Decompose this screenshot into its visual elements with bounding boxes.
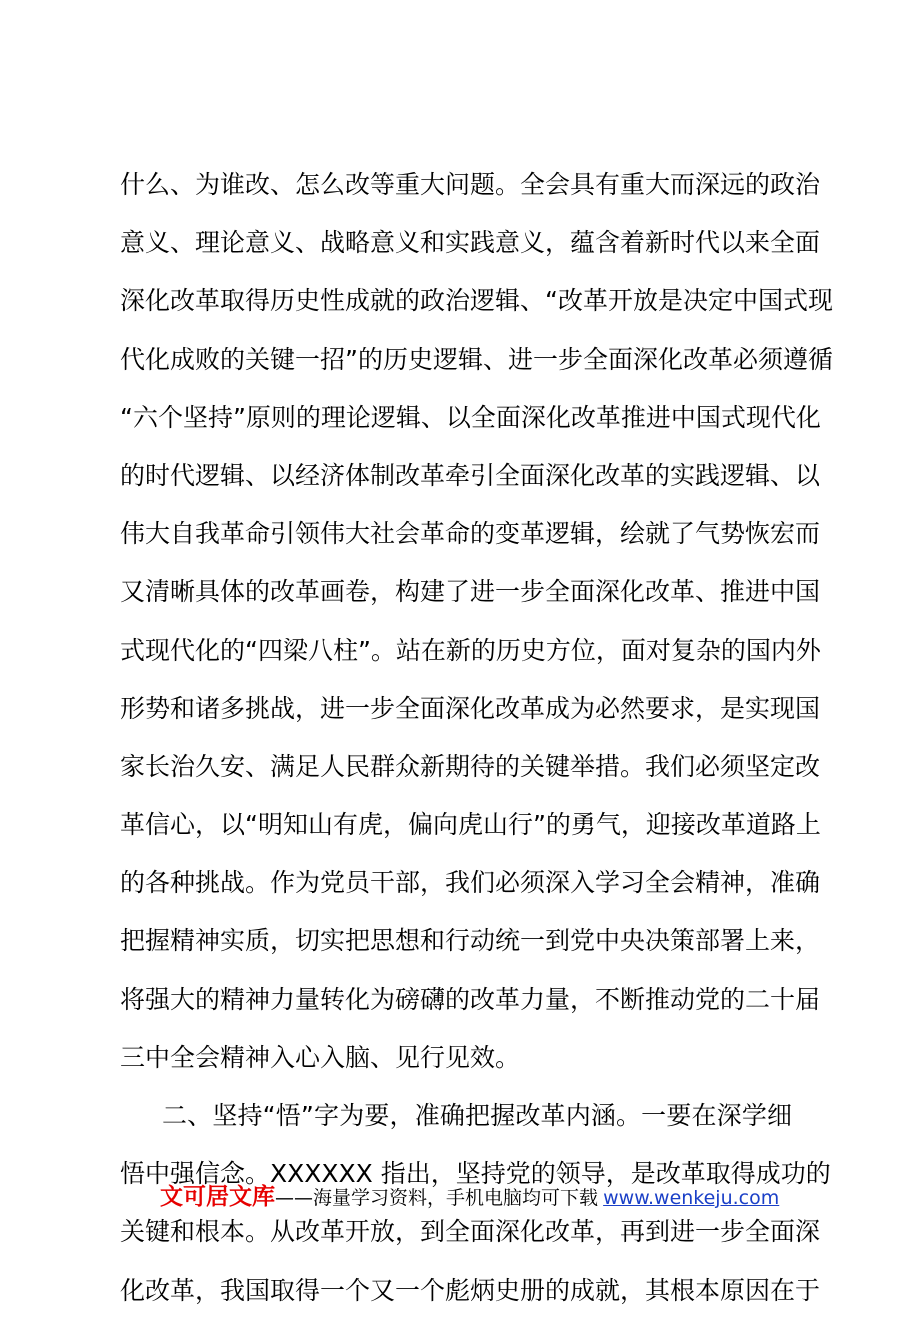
text-line: 又清晰具体的改革画卷，构建了进一步全面深化改革、推进中国 [120,577,821,607]
footer-slogan: ——海量学习资料，手机电脑均可下载 [275,1187,599,1209]
footer-brand: 文可居文库 [160,1184,275,1210]
text-line: 将强大的精神力量转化为磅礴的改革力量，不断推动党的二十届 [120,984,821,1014]
text-line: 的各种挑战。作为党员干部，我们必须深入学习全会精神，准确 [120,868,821,898]
document-body [120,160,833,1324]
text-line: 关键和根本。从改革开放，到全面深化改革，再到进一步全面深 [120,1217,821,1247]
text-line: “六个坚持”原则的理论逻辑、以全面深化改革推进中国式现代化 [120,402,821,432]
footer-banner [160,1180,780,1214]
text-line: 三中全会精神入心入脑、见行见效。 [120,1042,521,1072]
text-line: 意义、理论意义、战略意义和实践意义，蕴含着新时代以来全面 [120,228,821,258]
text-line: 式现代化的“四梁八柱”。站在新的历史方位，面对复杂的国内外 [120,635,821,665]
text-line: 把握精神实质，切实把思想和行动统一到党中央决策部署上来， [120,926,821,956]
paragraph-1 [120,160,833,1091]
text-line: 代化成败的关键一招”的历史逻辑、进一步全面深化改革必须遵循 [120,344,833,374]
text-line: 悟中强信念。XXXXXX 指出，坚持党的领导，是改革取得成功的 [120,1159,831,1189]
footer-url-link[interactable]: www.wenkeju.com [603,1187,780,1209]
text-line: 家长治久安、满足人民群众新期待的关键举措。我们必须坚定改 [120,751,821,781]
text-line: 什么、为谁改、怎么改等重大问题。全会具有重大而深远的政治 [120,170,821,199]
section-heading-line: 二、坚持“悟”字为要，准确把握改革内涵。一要在深学细 [162,1101,792,1130]
text-line: 深化改革取得历史性成就的政治逻辑、“改革开放是决定中国式现 [120,286,833,316]
text-line: 化改革，我国取得一个又一个彪炳史册的成就，其根本原因在于 [120,1275,821,1305]
text-line: 的时代逻辑、以经济体制改革牵引全面深化改革的实践逻辑、以 [120,460,821,490]
text-line: 形势和诸多挑战，进一步全面深化改革成为必然要求，是实现国 [120,693,821,723]
text-line: 伟大自我革命引领伟大社会革命的变革逻辑，绘就了气势恢宏而 [120,519,821,549]
text-line: 革信心，以“明知山有虎，偏向虎山行”的勇气，迎接改革道路上 [120,810,821,840]
